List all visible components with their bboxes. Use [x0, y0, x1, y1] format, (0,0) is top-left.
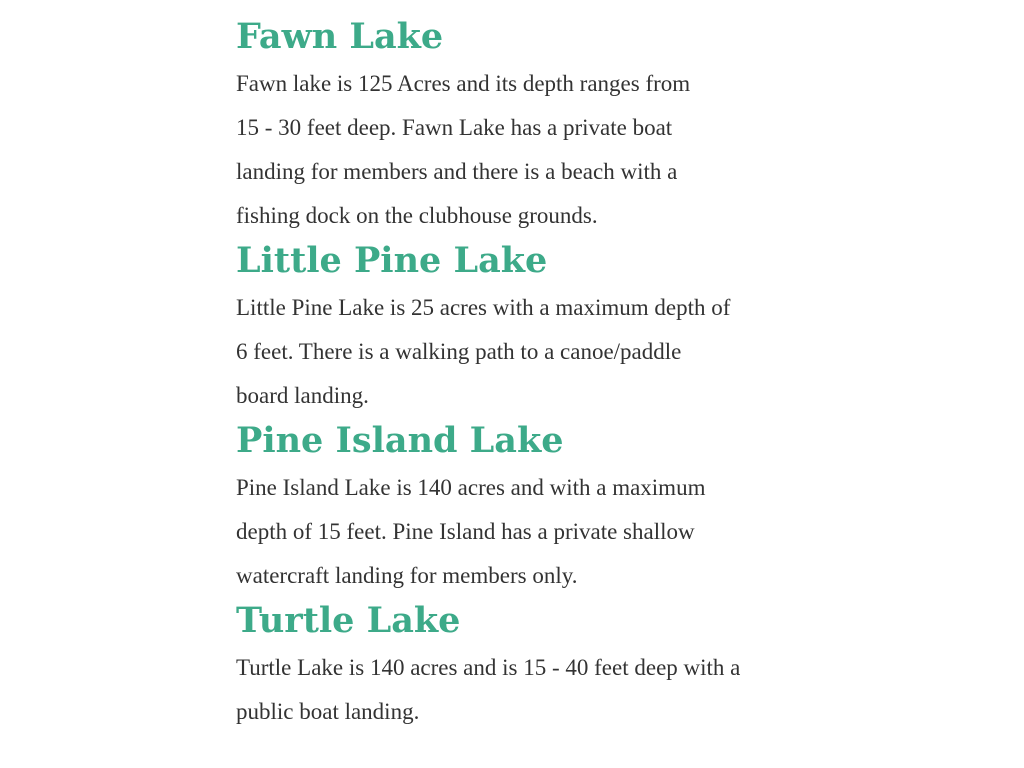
description-line: 6 feet. There is a walking path to a canoe/paddle — [236, 339, 682, 364]
description-line: 15 - 30 feet deep. Fawn Lake has a private boat — [236, 115, 673, 140]
lake-title: Fawn Lake — [236, 16, 444, 57]
description-line: Little Pine Lake is 25 acres with a maximum depth of — [236, 295, 731, 320]
lake-description — [236, 284, 1024, 418]
description-line: board landing. — [236, 383, 369, 408]
lake-description — [236, 644, 1024, 734]
lake-section-turtle — [236, 598, 1024, 734]
description-line: landing for members and there is a beach with a — [236, 159, 678, 184]
description-line: Pine Island Lake is 140 acres and with a maximum — [236, 475, 706, 500]
lake-title: Little Pine Lake — [236, 240, 548, 281]
description-line: fishing dock on the clubhouse grounds. — [236, 203, 598, 228]
lake-title: Turtle Lake — [236, 600, 461, 641]
lake-description — [236, 464, 1024, 598]
description-line: Turtle Lake is 140 acres and is 15 - 40 feet deep with a — [236, 655, 741, 680]
lake-section-pine-island — [236, 418, 1024, 598]
lake-section-little-pine — [236, 238, 1024, 418]
description-line: watercraft landing for members only. — [236, 563, 578, 588]
lake-section-fawn — [236, 14, 1024, 238]
lake-description — [236, 60, 1024, 238]
lake-title: Pine Island Lake — [236, 420, 564, 461]
description-line: public boat landing. — [236, 699, 420, 724]
description-line: depth of 15 feet. Pine Island has a private shallow — [236, 519, 695, 544]
description-line: Fawn lake is 125 Acres and its depth ranges from — [236, 71, 691, 96]
